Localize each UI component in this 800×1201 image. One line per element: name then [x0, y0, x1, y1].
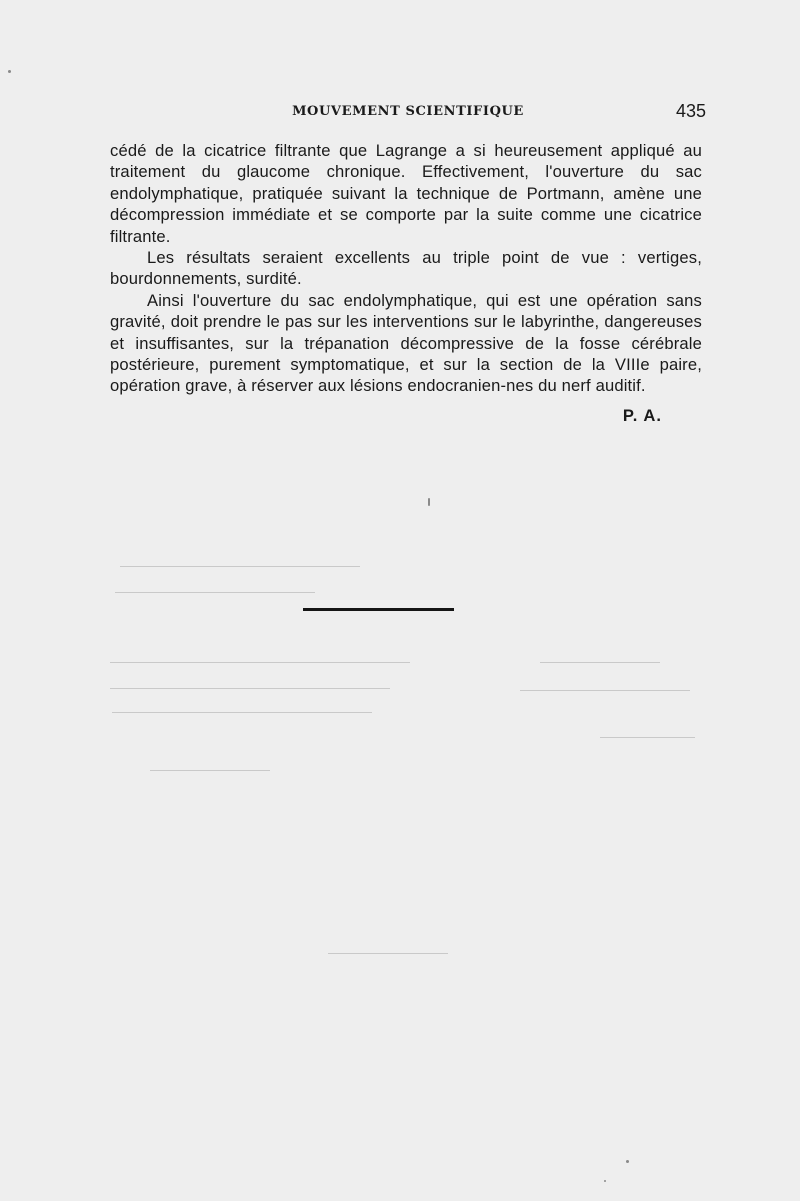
- show-through-mark: [110, 688, 390, 689]
- show-through-mark: [328, 953, 448, 954]
- show-through-mark: [112, 712, 372, 713]
- body-text: [110, 140, 702, 397]
- show-through-mark: [110, 662, 410, 663]
- paper-speck: [604, 1180, 606, 1182]
- paper-speck: [8, 70, 11, 73]
- section-end-rule: [303, 608, 454, 611]
- show-through-mark: [540, 662, 660, 663]
- show-through-mark: [150, 770, 270, 771]
- running-title: MOUVEMENT SCIENTIFIQUE: [292, 104, 524, 119]
- author-signature: P. A.: [622, 406, 662, 425]
- paragraph-results: Les résultats seraient excellents au triple point de vue : vertiges, bourdonnements, surdité.: [110, 248, 702, 289]
- paragraph-continuation: cédé de la cicatrice filtrante que Lagrange a si heureusement appliqué au traitement du glaucome chronique. Effectivement, l'ouverture du sac endolymphatique, pratiquée suivant la technique de Portmann, amène une décompression immédiate et se comporte par la suite comme une cicatrice filtrante.: [110, 141, 702, 246]
- paper-speck: [428, 498, 430, 506]
- paper-speck: [626, 1160, 629, 1163]
- running-head: [110, 101, 706, 125]
- show-through-mark: [120, 566, 360, 567]
- show-through-mark: [600, 737, 695, 738]
- show-through-mark: [115, 592, 315, 593]
- paragraph-conclusion: Ainsi l'ouverture du sac endolymphatique, qui est une opération sans gravité, doit prendre le pas sur les interventions sur le labyrinthe, dangereuses et insuffisantes, sur la trépanation décompressive de la fosse cérébrale postérieure, purement symptomatique, et sur la section de la VIIIe paire, opération grave, à réserver aux lésions endocranien-nes du nerf auditif.: [110, 290, 702, 396]
- show-through-mark: [520, 690, 690, 691]
- page-number: 435: [675, 101, 706, 121]
